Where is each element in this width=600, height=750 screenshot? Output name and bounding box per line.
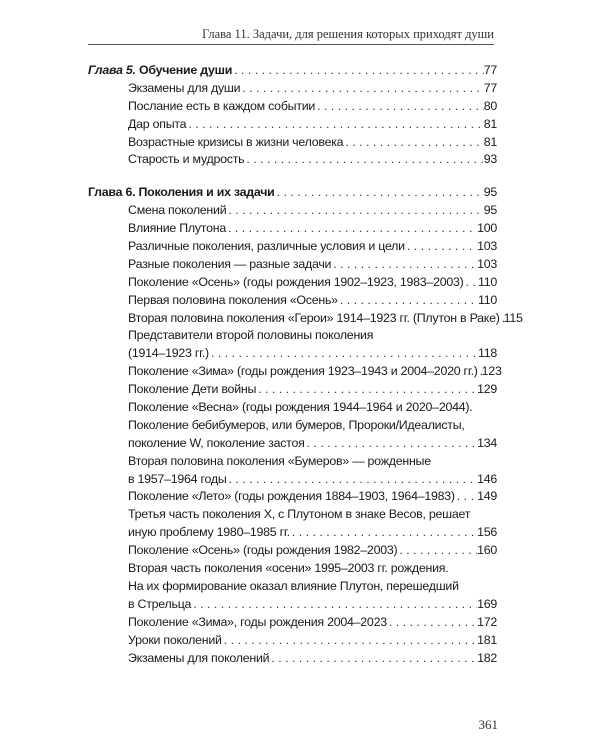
toc-entry-page: 110 (477, 292, 497, 307)
toc-entry-line (88, 363, 502, 381)
toc-entry-page: 103 (477, 256, 497, 271)
dot-leader (222, 632, 477, 650)
dot-leader (290, 524, 477, 542)
toc-entry-text: иную проблему 1980–1985 гг. (128, 525, 290, 540)
toc-entry-page: 156 (477, 525, 497, 540)
toc-entry-text: Разные поколения — разные задачи (128, 256, 332, 271)
chapter-page: 95 (483, 185, 497, 200)
dot-leader (232, 62, 484, 80)
toc-entry-page: 80 (483, 98, 497, 113)
toc-entry-text: Третья часть поколения X, с Плутоном в знаке Весов, решает (128, 507, 471, 522)
toc-entry-text: Экзамены для поколений (128, 650, 270, 665)
toc-entry-text: На их формирование оказал влияние Плутон, перешедший (128, 578, 459, 593)
toc-entry-line (88, 488, 497, 506)
dot-leader (331, 256, 477, 274)
toc-entry-page: 93 (483, 152, 497, 167)
toc-entry-line (88, 134, 497, 152)
toc-entry-page: 160 (477, 543, 497, 558)
toc-entry-text: Экзамены для души (128, 80, 241, 95)
dot-leader (397, 542, 477, 560)
toc-entry-line (88, 345, 497, 363)
toc-entry-text: Поколение Дети войны (128, 382, 257, 397)
toc-entry-line (88, 327, 497, 345)
toc-entry-line (88, 596, 497, 614)
dot-leader (209, 345, 478, 363)
dot-leader (464, 274, 478, 292)
toc-entry-text: Вторая половина поколения «Герои» 1914–1923 гг. (Плутон в Раке) (128, 310, 500, 325)
toc-entry-line (88, 151, 497, 169)
toc-entry-page: 110 (477, 274, 497, 289)
toc-entry-text: Поколение «Зима» (годы рождения 1923–1943 и 2004–2020 гг.) (128, 364, 478, 379)
toc-entry-line (88, 650, 497, 668)
toc-entry-text: Поколение «Осень» (годы рождения 1982–2003) (128, 543, 398, 558)
toc-entry-page: 81 (483, 116, 497, 131)
toc-entry-text: Поколение «Весна» (годы рождения 1944–1964 и 2020–2044). (128, 400, 473, 415)
toc-entry-line (88, 542, 497, 560)
dot-leader (275, 184, 484, 202)
chapter-title: Обучение души (138, 63, 233, 77)
toc-entry-text: Смена поколений (128, 203, 227, 218)
toc-entry-page: 123 (481, 364, 502, 379)
toc-entry-page: 129 (477, 382, 497, 397)
toc-entry-line (88, 417, 497, 435)
toc-entry-text: Представители второй половины поколения (128, 328, 374, 343)
toc-entry-line (88, 381, 497, 399)
toc-entry-line (88, 453, 497, 471)
toc-entry-line (88, 614, 497, 632)
dot-leader (226, 202, 483, 220)
dot-leader (455, 488, 477, 506)
toc-entry-line (88, 632, 497, 650)
dot-leader (240, 80, 483, 98)
toc-entry-line (88, 435, 497, 453)
dot-leader (269, 650, 477, 668)
page-number: 361 (478, 717, 498, 732)
dot-leader (226, 220, 477, 238)
toc-entry-line (88, 220, 497, 238)
toc-entry-page: 100 (477, 221, 497, 236)
toc-entry-line (88, 310, 523, 328)
toc-entry-text: поколение W, поколение застоя (128, 435, 305, 450)
dot-leader (305, 435, 478, 453)
toc-entry-line (88, 506, 497, 524)
toc-entry-line (88, 560, 497, 578)
dot-leader (227, 471, 478, 489)
toc-entry-text: Поколение «Зима», годы рождения 2004–2023 (128, 614, 387, 629)
toc-entry-text: Первая половина поколения «Осень» (128, 292, 338, 307)
chapter-number: Глава 6. (88, 185, 136, 200)
dot-leader (343, 134, 483, 152)
toc-entry-page: 77 (483, 80, 497, 95)
toc-entry-line (88, 116, 497, 134)
toc-entry-line (88, 524, 497, 542)
toc-entry-text: Различные поколения, различные условия и цели (128, 239, 405, 254)
dot-leader (186, 116, 483, 134)
toc-entry-text: Возрастные кризисы в жизни человека (128, 134, 344, 149)
toc-entry-page: 181 (477, 632, 497, 647)
toc-entry-text: Вторая половина поколения «Бумеров» — рожденные (128, 453, 431, 468)
toc-entry-text: Поколение бебибумеров, или бумеров, Пророки/Идеалисты, (128, 417, 465, 432)
toc-entry-text: в 1957–1964 годы (128, 471, 227, 486)
dot-leader (338, 292, 478, 310)
chapter-number: Глава 5. (88, 63, 136, 77)
chapter-group (88, 62, 497, 169)
dot-leader (191, 596, 477, 614)
toc-entry-line (88, 98, 497, 116)
toc-entry-line (88, 292, 497, 310)
toc-entry-page: 172 (477, 614, 497, 629)
dot-leader (244, 151, 483, 169)
toc-entry-line (88, 238, 497, 256)
toc-entry-text: Поколение «Осень» (годы рождения 1902–1923, 1983–2003) (128, 274, 464, 289)
chapter-label (88, 62, 232, 80)
toc-entry-text: Послание есть в каждом событии (128, 98, 316, 113)
toc-entry-page: 134 (477, 435, 497, 450)
toc-entry-page: 95 (483, 203, 497, 218)
toc-entry-text: (1914–1923 гг.) (128, 346, 209, 361)
table-of-contents (88, 62, 523, 682)
toc-entry-page: 169 (477, 596, 497, 611)
toc-entry-text: Дар опыта (128, 116, 187, 131)
running-head: Глава 11. Задачи, для решения которых приходят души (202, 27, 494, 41)
toc-entry-text: Старость и мудрость (128, 152, 245, 167)
toc-entry-page: 146 (477, 471, 497, 486)
toc-entry-page: 149 (477, 489, 497, 504)
chapter-group (88, 184, 523, 667)
chapter-title: Поколения и их задачи (138, 185, 275, 200)
dot-leader (256, 381, 477, 399)
toc-entry-line (88, 80, 497, 98)
toc-entry-line (88, 256, 497, 274)
toc-entry-page: 118 (477, 346, 497, 361)
dot-leader (405, 238, 477, 256)
toc-entry-page: 115 (503, 310, 523, 325)
toc-entry-text: в Стрельца (128, 596, 192, 611)
toc-entry-page: 81 (483, 134, 497, 149)
chapter-heading (88, 184, 497, 202)
header-rule (88, 44, 494, 45)
toc-entry-text: Поколение «Лето» (годы рождения 1884–1903, 1964–1983) (128, 489, 455, 504)
toc-entry-page: 182 (477, 650, 497, 665)
toc-entry-text: Вторая часть поколения «осени» 1995–2003 гг. рождения. (128, 561, 449, 576)
chapter-label (88, 184, 275, 202)
toc-entry-line (88, 399, 497, 417)
dot-leader (315, 98, 484, 116)
chapter-heading (88, 62, 497, 80)
toc-entry-text: Влияние Плутона (128, 221, 226, 236)
toc-entry-line (88, 471, 497, 489)
toc-entry-line (88, 578, 497, 596)
toc-entry-line (88, 274, 497, 292)
toc-entry-text: Уроки поколений (128, 632, 222, 647)
chapter-page: 77 (483, 63, 497, 77)
dot-leader (387, 614, 477, 632)
toc-entry-page: 103 (477, 239, 497, 254)
toc-entry-line (88, 202, 497, 220)
